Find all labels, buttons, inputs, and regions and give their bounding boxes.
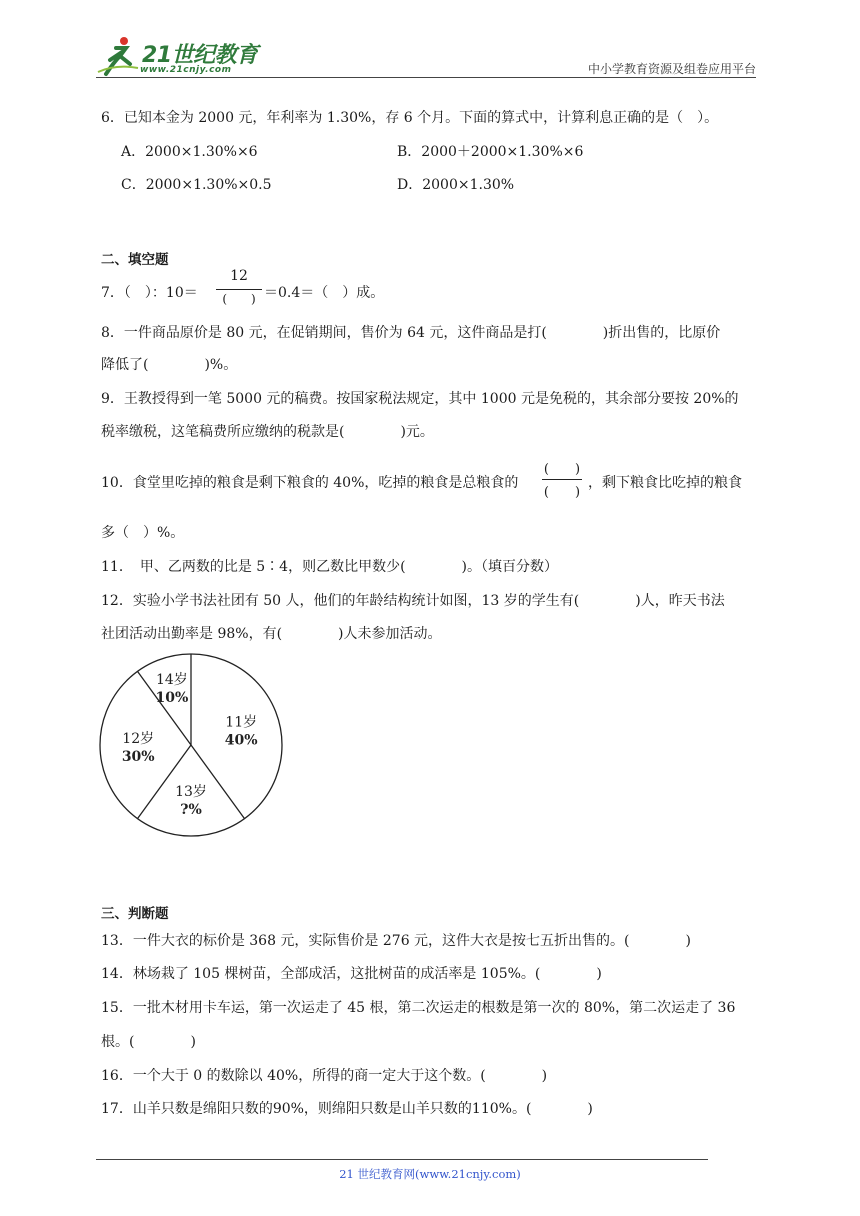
question-6-stem: 6．已知本金为 2000 元，年利率为 1.30%，存 6 个月。下面的算式中，计算利息正确的是（ ）。	[101, 110, 719, 126]
question-10-line2: 多（ ）%。	[101, 525, 185, 541]
question-6-option-d: D．2000×1.30%	[397, 177, 515, 193]
question-7-denominator: ( )	[222, 292, 256, 306]
question-6-option-b: B．2000＋2000×1.30%×6	[397, 144, 584, 160]
question-9-line1: 9．王教授得到一笔 5000 元的稿费。按国家税法规定，其中 1000 元是免税的，其余部分要按 20%的	[101, 391, 739, 407]
question-10-fraction-bar	[542, 479, 582, 480]
footer-text: 21 世纪教育网(www.21cnjy.com)	[339, 1167, 521, 1181]
question-12-line2: 社团活动出勤率是 98%，有( )人未参加活动。	[101, 626, 442, 642]
question-17: 17．山羊只数是绵阳只数的90%，则绵阳只数是山羊只数的110%。( )	[101, 1101, 593, 1117]
section-heading-fill-in: 二、填空题	[101, 252, 169, 268]
age-pie-chart	[91, 652, 291, 852]
question-8-line2: 降低了( )%。	[101, 357, 238, 373]
pie-slice-label-3: 14岁	[155, 672, 188, 689]
question-16: 16．一个大于 0 的数除以 40%，所得的商一定大于这个数。( )	[101, 1068, 548, 1084]
question-7-left: 7．（ ）：10＝	[101, 285, 198, 301]
question-14: 14．林场栽了 105 棵树苗，全部成活，这批树苗的成活率是 105%。( )	[101, 966, 602, 982]
question-13: 13．一件大衣的标价是 368 元，实际售价是 276 元，这件大衣是按七五折出售的。( )	[101, 933, 691, 949]
question-10-left: 10．食堂里吃掉的粮食是剩下粮食的 40%，吃掉的粮食是总粮食的	[101, 475, 519, 491]
question-9-line2: 税率缴税，这笔稿费所应缴纳的税款是( )元。	[101, 424, 434, 440]
question-15-line2: 根。( )	[101, 1034, 196, 1050]
runner-logo-icon	[96, 34, 140, 78]
question-10-numerator: ( )	[543, 462, 581, 477]
pie-slice-value-3: 10%	[155, 690, 189, 707]
question-8-line1: 8．一件商品原价是 80 元，在促销期间，售价为 64 元，这件商品是打( )折出售的，比原价	[101, 325, 721, 341]
question-11: 11． 甲、乙两数的比是 5∶4，则乙数比甲数少( )。（填百分数）	[101, 559, 559, 575]
question-15-line1: 15．一批木材用卡车运，第一次运走了 45 根，第二次运走的根数是第一次的 80%，第二次运走了 36	[101, 1000, 736, 1016]
question-6-option-c: C．2000×1.30%×0.5	[121, 177, 272, 193]
pie-slice-value-1: ?%	[180, 801, 202, 818]
logo	[96, 34, 266, 80]
question-12-line1: 12．实验小学书法社团有 50 人，他们的年龄结构统计如图，13 岁的学生有( )人，昨天书法	[101, 593, 725, 609]
question-10-right: ，剩下粮食比吃掉的粮食	[588, 475, 742, 491]
pie-slice-label-0: 11岁	[225, 714, 258, 731]
question-7-right: ＝0.4＝（ ）成。	[264, 285, 385, 301]
header-divider	[96, 77, 756, 78]
logo-text: 21世纪教育	[142, 43, 258, 68]
pie-slice-label-2: 12岁	[122, 731, 155, 747]
site-tagline: 中小学教育资源及组卷应用平台	[587, 62, 756, 76]
pie-slice-value-2: 30%	[121, 749, 155, 765]
question-10-denominator: ( )	[543, 485, 581, 500]
section-heading-true-false: 三、判断题	[101, 906, 169, 922]
logo-url: www.21cnjy.com	[140, 65, 232, 75]
pie-slice-label-1: 13岁	[175, 783, 207, 800]
question-7-numerator: 12	[230, 268, 248, 284]
question-6-option-a: A．2000×1.30%×6	[121, 144, 258, 160]
footer-divider	[96, 1159, 708, 1160]
pie-slice-value-0: 40%	[224, 732, 258, 749]
